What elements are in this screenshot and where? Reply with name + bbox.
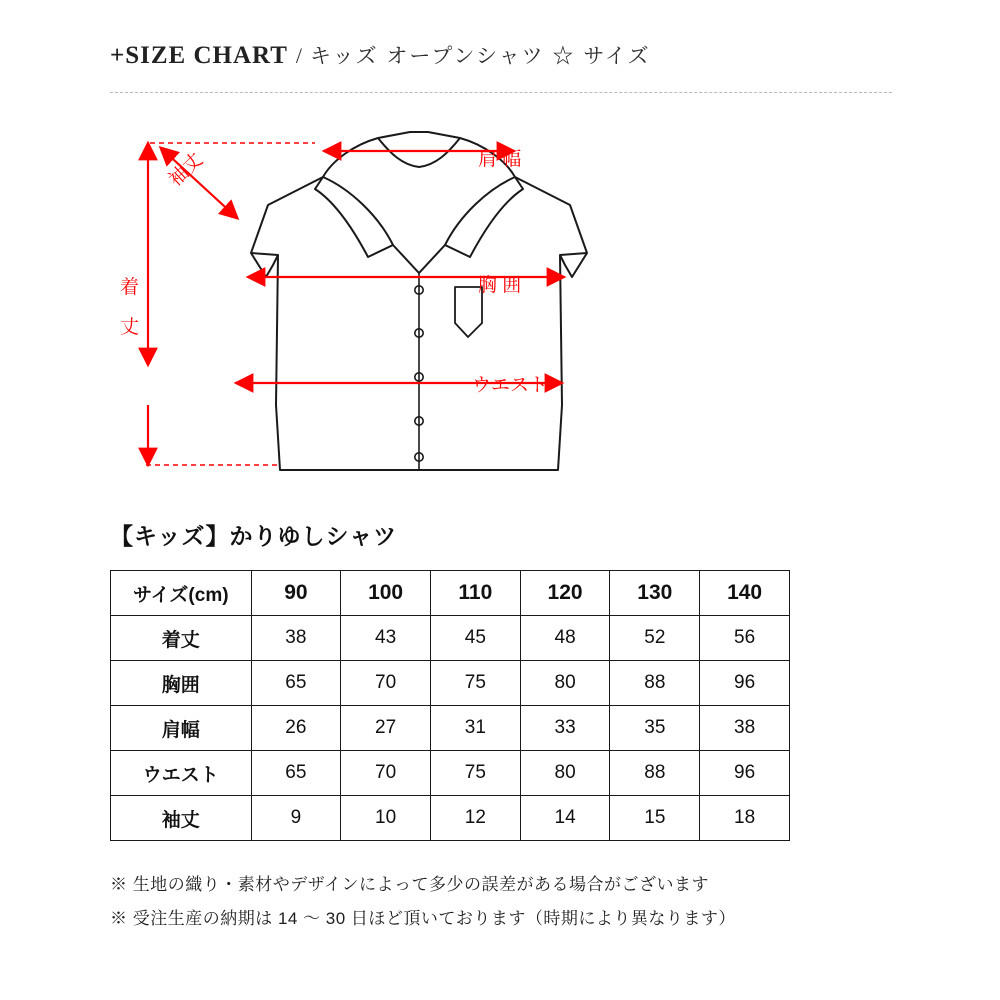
table-cell: 12 bbox=[430, 796, 520, 841]
label-body-length-1: 着 bbox=[120, 277, 140, 298]
note-line: ※ 生地の織り・素材やデザインによって多少の誤差がある場合がございます bbox=[110, 875, 710, 894]
page-title bbox=[110, 40, 910, 70]
table-cell: 96 bbox=[700, 751, 790, 796]
table-header-cell: 90 bbox=[251, 571, 341, 616]
table-cell: 15 bbox=[610, 796, 700, 841]
label-waist: ウエスト bbox=[472, 375, 549, 396]
label-chest: 胸 囲 bbox=[478, 275, 522, 296]
table-row bbox=[111, 616, 790, 661]
table-cell: 96 bbox=[700, 661, 790, 706]
label-body-length-2: 丈 bbox=[120, 317, 140, 338]
table-cell: 75 bbox=[430, 661, 520, 706]
table-header-cell: 130 bbox=[610, 571, 700, 616]
table-cell: 88 bbox=[610, 751, 700, 796]
table-cell: 26 bbox=[251, 706, 341, 751]
row-label: 着丈 bbox=[111, 616, 252, 661]
table-cell: 45 bbox=[430, 616, 520, 661]
table-cell: 65 bbox=[251, 661, 341, 706]
table-row bbox=[111, 706, 790, 751]
table-cell: 75 bbox=[430, 751, 520, 796]
table-cell: 18 bbox=[700, 796, 790, 841]
table-cell: 38 bbox=[700, 706, 790, 751]
table-cell: 70 bbox=[341, 661, 431, 706]
notes-section bbox=[110, 868, 910, 936]
table-header-cell: 120 bbox=[520, 571, 610, 616]
title-main-text: +SIZE CHART bbox=[110, 42, 288, 69]
row-label: 胸囲 bbox=[111, 661, 252, 706]
header-divider bbox=[110, 92, 892, 93]
table-header-cell: 110 bbox=[430, 571, 520, 616]
table-cell: 31 bbox=[430, 706, 520, 751]
table-cell: 88 bbox=[610, 661, 700, 706]
table-cell: 10 bbox=[341, 796, 431, 841]
table-header-row bbox=[111, 571, 790, 616]
row-label: 袖丈 bbox=[111, 796, 252, 841]
table-cell: 56 bbox=[700, 616, 790, 661]
table-row bbox=[111, 661, 790, 706]
table-header-cell: 140 bbox=[700, 571, 790, 616]
table-cell: 27 bbox=[341, 706, 431, 751]
row-label: 肩幅 bbox=[111, 706, 252, 751]
label-sleeve-length: 袖丈 bbox=[165, 149, 208, 191]
table-cell: 33 bbox=[520, 706, 610, 751]
table-cell: 52 bbox=[610, 616, 700, 661]
title-separator: / bbox=[295, 43, 303, 68]
table-cell: 14 bbox=[520, 796, 610, 841]
table-cell: 35 bbox=[610, 706, 700, 751]
table-cell: 80 bbox=[520, 661, 610, 706]
title-sub-text: キッズ オープンシャツ ☆ サイズ bbox=[310, 45, 651, 68]
table-cell: 9 bbox=[251, 796, 341, 841]
table-cell: 80 bbox=[520, 751, 610, 796]
table-cell: 70 bbox=[341, 751, 431, 796]
table-header-cell: 100 bbox=[341, 571, 431, 616]
table-cell: 43 bbox=[341, 616, 431, 661]
table-cell: 38 bbox=[251, 616, 341, 661]
size-table bbox=[110, 570, 790, 841]
table-cell: 65 bbox=[251, 751, 341, 796]
label-shoulder-width: 肩 幅 bbox=[478, 149, 522, 170]
table-row bbox=[111, 751, 790, 796]
table-header-cell: サイズ(cm) bbox=[111, 571, 252, 616]
table-cell: 48 bbox=[520, 616, 610, 661]
table-title: 【キッズ】かりゆしシャツ bbox=[110, 523, 398, 549]
table-row bbox=[111, 796, 790, 841]
row-label: ウエスト bbox=[111, 751, 252, 796]
note-line: ※ 受注生産の納期は 14 ～ 30 日ほど頂いております（時期により異なります） bbox=[110, 909, 736, 928]
shirt-measurement-diagram bbox=[110, 105, 670, 495]
